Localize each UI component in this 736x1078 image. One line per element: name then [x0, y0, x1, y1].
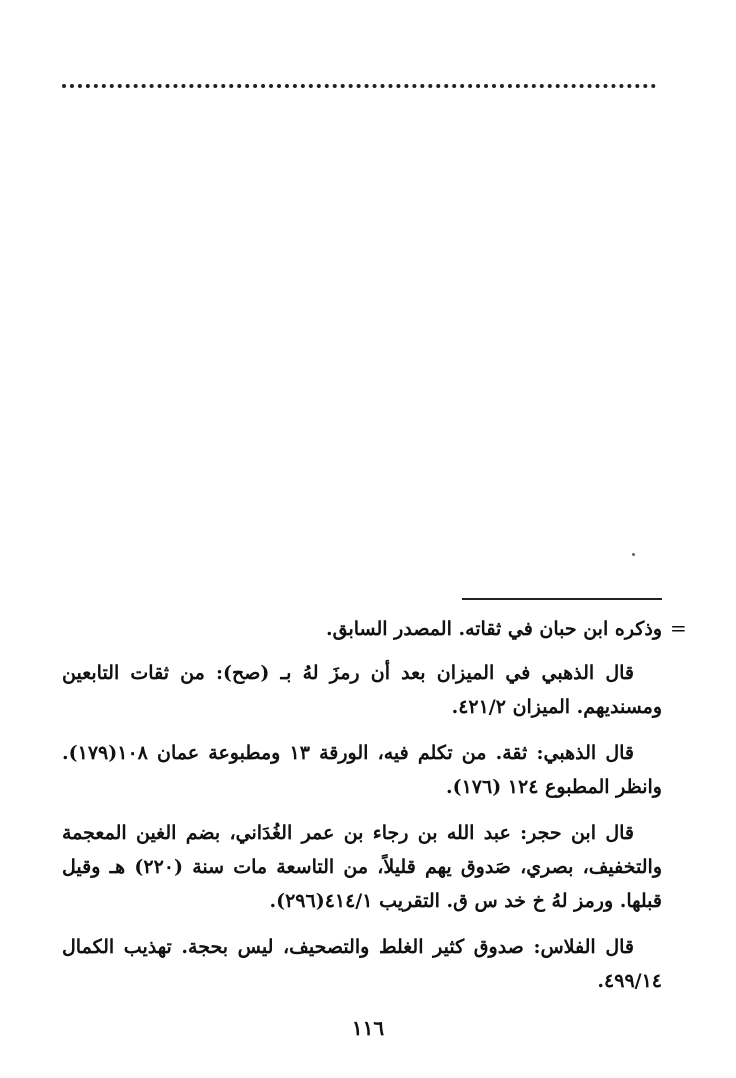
footnote-paragraph: قال الذهبي في الميزان بعد أن رمزَ لهُ بـ (صح): من ثقات التابعين ومسنديهم. الميزان ٤٢١/٢. [62, 662, 662, 718]
footnotes-section [62, 612, 662, 1010]
footnote-continuation-mark: = [670, 616, 687, 640]
footnote-paragraph: قال الفلاس: صدوق كثير الغلط والتصحيف، ليس بحجة. تهذيب الكمال ٤٩٩/١٤. [62, 936, 662, 992]
footnote-separator-line [462, 598, 662, 600]
footnote-paragraph: قال ابن حجر: عبد الله بن رجاء بن عمر الغُدَاني، بضم الغين المعجمة والتخفيف، بصري، صَدوق يهم قليلاً، من التاسعة مات سنة (٢٢٠) هـ وقيل قبلها. ورمز لهُ خ خد س ق. التقريب ٤١٤/١(٢٩٦). [62, 822, 662, 912]
page-number: ١١٦ [351, 1016, 385, 1040]
footnote-paragraph: قال الذهبي: ثقة. من تكلم فيه، الورقة ١٣ ومطبوعة عمان ١٠٨(١٧٩). وانظر المطبوع ١٢٤ (١٧٦). [62, 742, 662, 798]
header-dotted-separator [62, 84, 656, 88]
footnote-paragraph: وذكره ابن حبان في ثقاته. المصدر السابق. [326, 618, 662, 640]
scan-speck [632, 553, 635, 556]
